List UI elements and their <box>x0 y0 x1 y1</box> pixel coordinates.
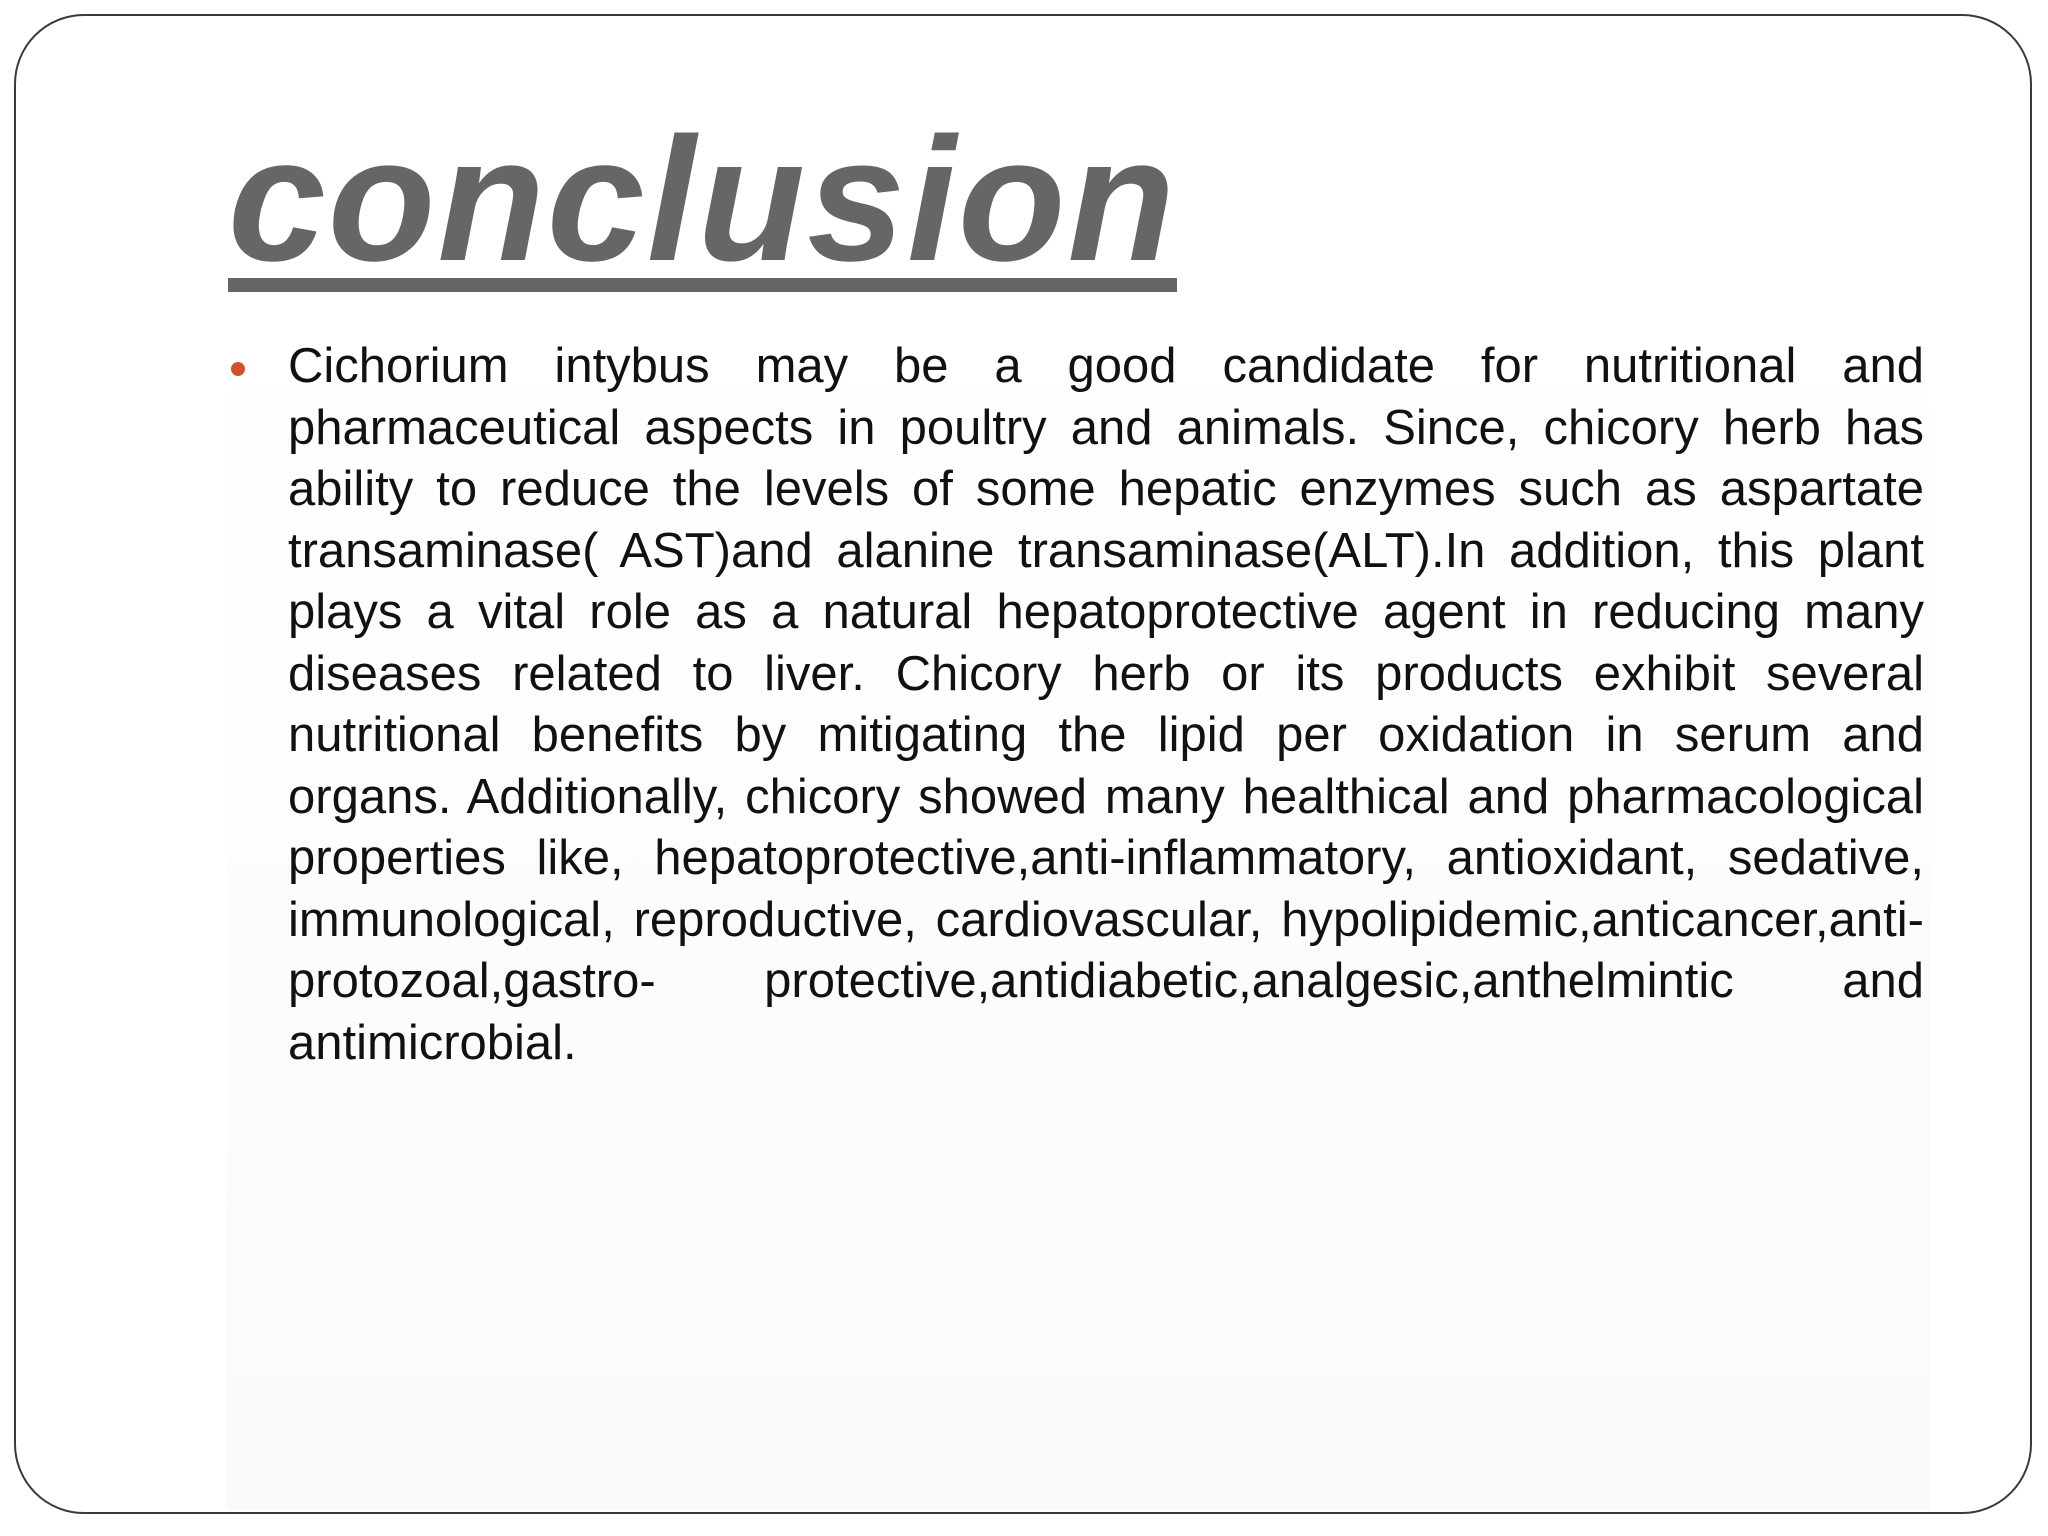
slide-title: conclusion <box>228 102 1177 298</box>
bullet-list <box>228 336 1928 1074</box>
bullet-item <box>228 336 1928 1074</box>
bullet-text: Cichorium intybus may be a good candidate for nutritional and pharmaceutical aspects in poultry and animals. Since, chicory herb has ability to reduce the levels of some hepatic enzymes such as aspartate transaminase( AST)and alanine transaminase(ALT).In addition, this plant plays a vital role as a natural hepatoprotective agent in reducing many diseases related to liver. Chicory herb or its products exhibit several nutritional benefits by mitigating the lipid per oxidation in serum and organs. Additionally, chicory showed many healthical and pharmacological properties like, hepatoprotective,anti-inflammatory, antioxidant, sedative, immunological, reproductive, cardiovascular, hypolipidemic,anticancer,anti-protozoal,gastro- protective,antidiabetic,analgesic,anthelmintic and antimicrobial. <box>288 339 1924 1070</box>
bullet-dot-icon <box>231 362 245 376</box>
